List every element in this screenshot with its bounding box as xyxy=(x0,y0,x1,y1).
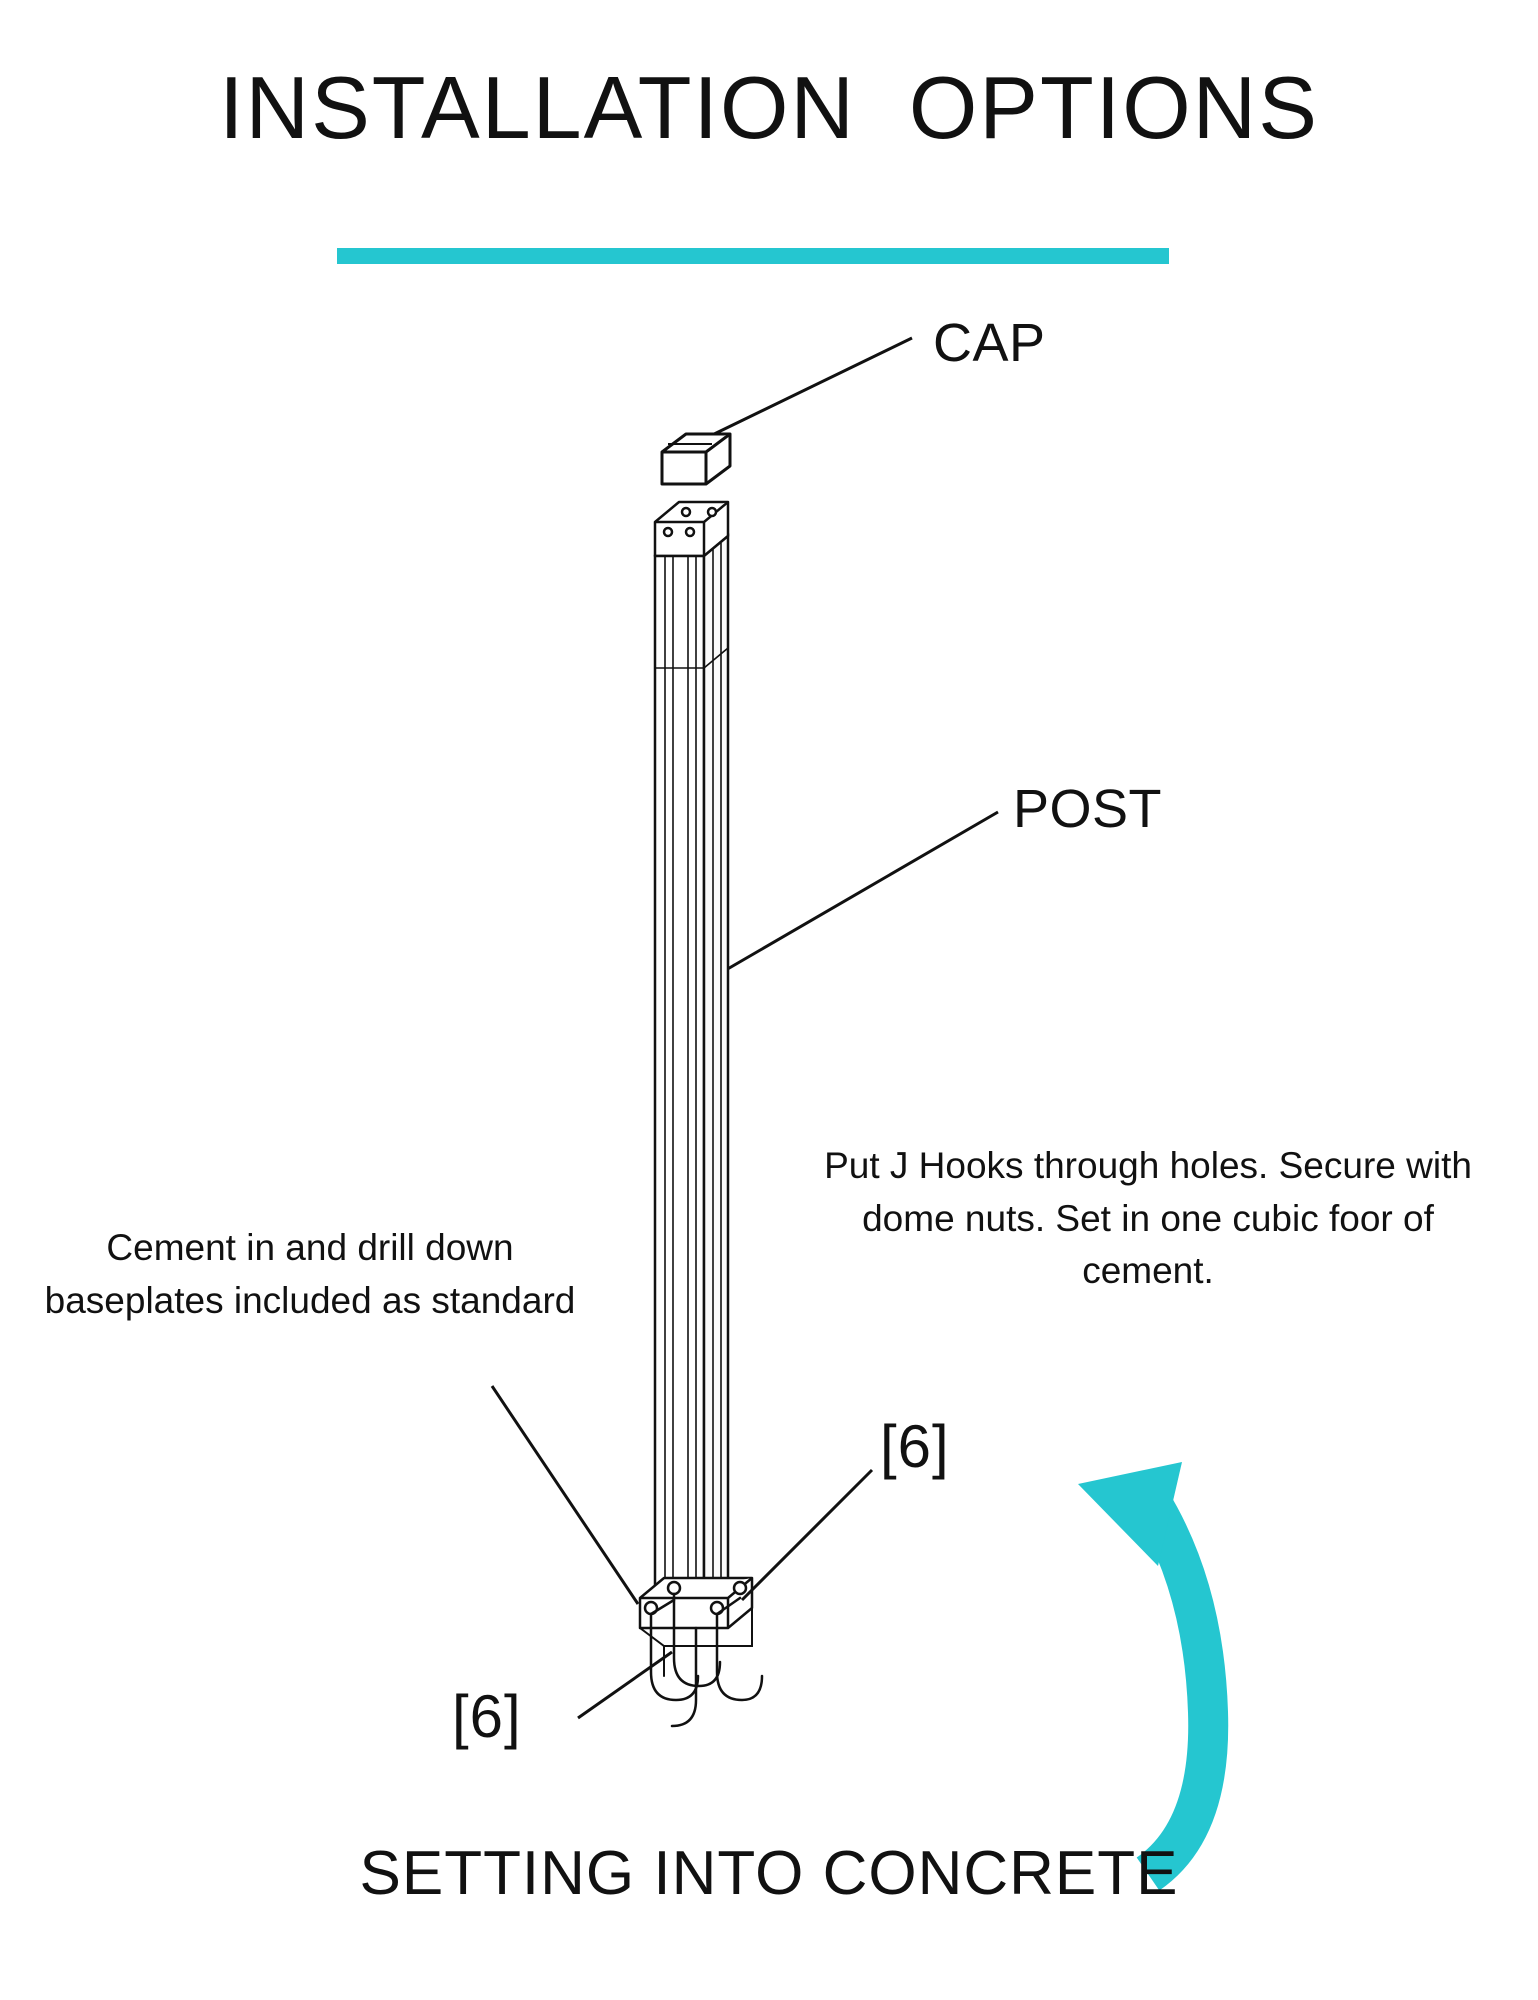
cap-part xyxy=(662,434,730,484)
quantity-lower-leader-line xyxy=(578,1652,672,1718)
post-body xyxy=(655,536,728,1614)
post-leader-line xyxy=(700,812,998,985)
page-title: INSTALLATION OPTIONS xyxy=(219,58,1319,157)
baseplate-leader-line xyxy=(492,1386,638,1604)
j-hooks-part xyxy=(640,1594,762,1726)
post-top-face xyxy=(655,502,728,556)
post-label: POST xyxy=(1013,779,1163,839)
baseplate-part xyxy=(640,1578,752,1628)
cap-label: CAP xyxy=(933,313,1046,373)
cap-leader-line xyxy=(708,338,912,437)
quantity-lower-label: [6] xyxy=(452,1683,522,1750)
baseplate-note: Cement in and drill down baseplates included as standard xyxy=(44,1227,576,1321)
quantity-upper-label: [6] xyxy=(880,1413,950,1480)
teal-curved-arrow xyxy=(1078,1462,1208,1874)
footer-caption: SETTING INTO CONCRETE xyxy=(359,1839,1179,1908)
quantity-upper-leader-line xyxy=(742,1470,872,1600)
title-underline-rule xyxy=(337,248,1169,264)
j-hook-note: Put J Hooks through holes. Secure with dome nuts. Set in one cubic foor of cement. xyxy=(824,1145,1472,1292)
